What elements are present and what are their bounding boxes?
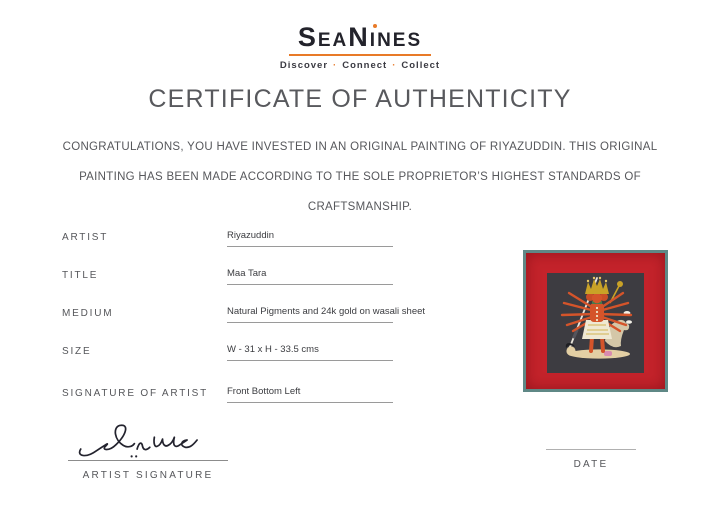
wordmark-segment-dotted-i: I bbox=[369, 30, 378, 51]
field-label: ARTIST bbox=[62, 232, 109, 243]
fields-section bbox=[62, 230, 462, 430]
brand-logo bbox=[0, 24, 720, 71]
brand-wordmark bbox=[0, 24, 720, 51]
field-label: MEDIUM bbox=[62, 308, 114, 319]
tagline-separator-dot: · bbox=[392, 60, 397, 71]
field-label: SIGNATURE OF ARTIST bbox=[62, 388, 209, 399]
intro-line: PAINTING HAS BEEN MADE ACCORDING TO THE SOLE PROPRIETOR’S HIGHEST STANDARDS OF bbox=[79, 171, 641, 183]
field-value: Front Bottom Left bbox=[227, 386, 393, 403]
field-value: Riyazuddin bbox=[227, 230, 393, 247]
wordmark-segment: EA bbox=[317, 30, 349, 51]
field-value: W - 31 x H - 33.5 cms bbox=[227, 344, 393, 361]
tagline-word: Discover bbox=[279, 60, 329, 71]
artwork-painting-panel bbox=[547, 273, 644, 373]
field-value: Maa Tara bbox=[227, 268, 393, 285]
tagline-word: Collect bbox=[401, 60, 441, 71]
tagline-separator-dot: · bbox=[333, 60, 338, 71]
wordmark-segment: NES bbox=[377, 30, 423, 51]
date-block bbox=[545, 449, 637, 470]
artist-signature-scrawl bbox=[68, 420, 228, 460]
field-label: TITLE bbox=[62, 270, 99, 281]
intro-line: CRAFTSMANSHIP. bbox=[307, 201, 413, 213]
field-label: SIZE bbox=[62, 346, 92, 357]
field-row-artist bbox=[62, 230, 462, 260]
field-row-medium bbox=[62, 306, 462, 336]
certificate-title: CERTIFICATE OF AUTHENTICITY bbox=[148, 85, 572, 113]
artwork-photo bbox=[523, 250, 668, 392]
intro-line: CONGRATULATIONS, YOU HAVE INVESTED IN AN ORIGINAL PAINTING OF RIYAZUDDIN. THIS ORIGINAL bbox=[62, 141, 658, 153]
field-value: Natural Pigments and 24k gold on wasali sheet bbox=[227, 306, 393, 323]
artist-signature-label: ARTIST SIGNATURE bbox=[82, 470, 214, 481]
tagline-word: Connect bbox=[342, 60, 388, 71]
logo-underline-rule bbox=[289, 54, 431, 56]
date-label: DATE bbox=[573, 459, 609, 470]
wordmark-segment: N bbox=[348, 22, 370, 52]
intro-paragraph bbox=[20, 132, 700, 222]
wordmark-segment: S bbox=[297, 22, 318, 52]
signature-line bbox=[68, 460, 228, 461]
field-row-signature-of-artist bbox=[62, 386, 462, 416]
signature-block bbox=[66, 420, 230, 481]
date-line bbox=[546, 449, 636, 450]
field-row-title bbox=[62, 268, 462, 298]
deity-painting-illustration bbox=[547, 273, 644, 373]
field-row-size bbox=[62, 344, 462, 374]
brand-tagline bbox=[0, 60, 720, 71]
